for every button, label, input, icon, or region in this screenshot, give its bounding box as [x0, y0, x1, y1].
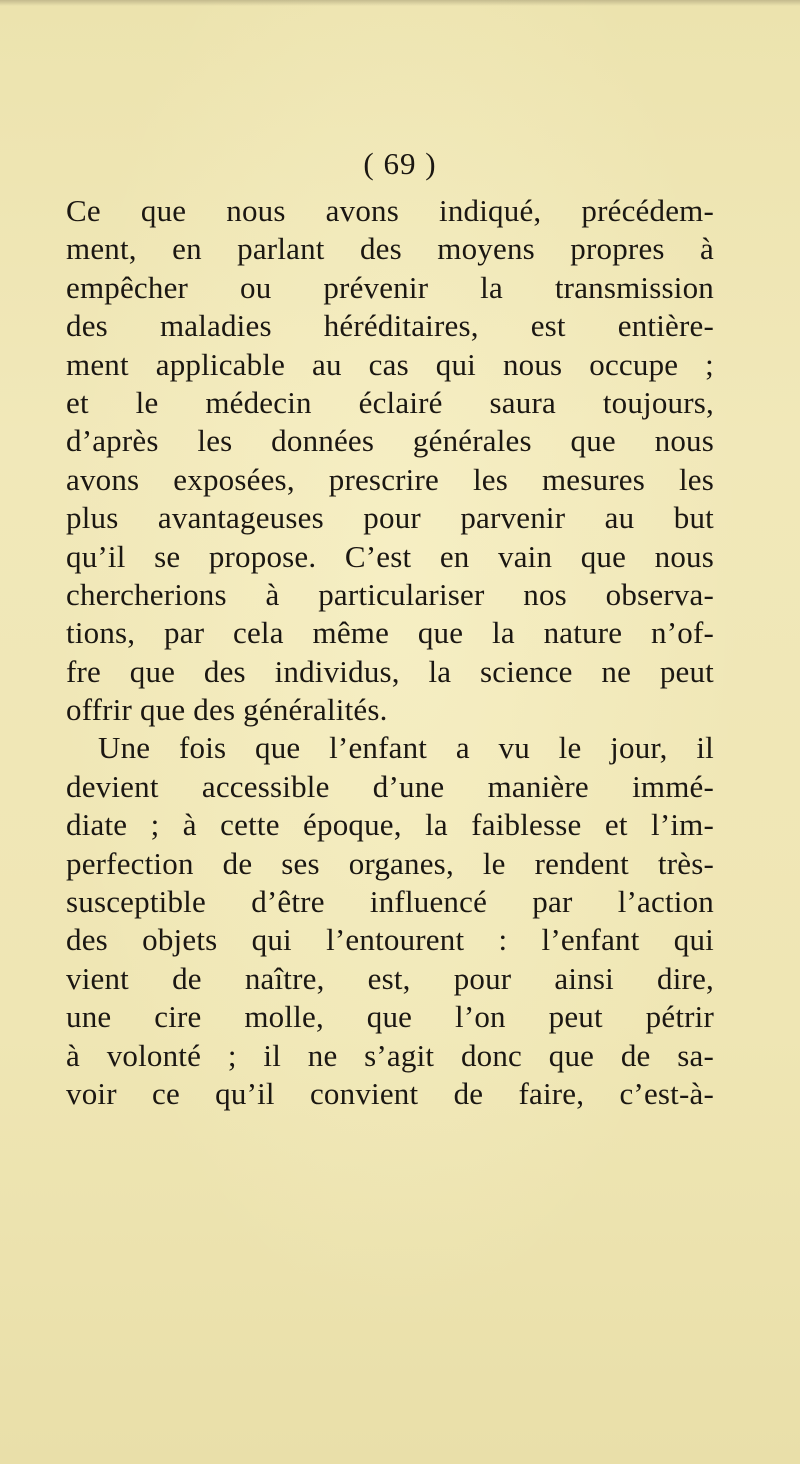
text-line: qu’il se propose. C’est en vain que nous [66, 538, 714, 574]
text-line: devient accessible d’une manière immé- [66, 768, 714, 804]
text-line: ment, en parlant des moyens propres à [66, 231, 714, 267]
text-line: empêcher ou prévenir la transmission [66, 269, 714, 305]
body-text [66, 192, 714, 1113]
text-line: tions, par cela même que la nature n’of- [66, 615, 714, 651]
page-top-edge [0, 0, 800, 6]
text-line: d’après les données générales que nous [66, 423, 714, 459]
page-number: ( 69 ) [363, 146, 437, 181]
text-line: à volonté ; il ne s’agit donc que de sa- [66, 1037, 714, 1073]
text-line: une cire molle, que l’on peut pétrir [66, 999, 714, 1035]
text-line: avons exposées, prescrire les mesures les [66, 461, 714, 497]
text-line: perfection de ses organes, le rendent très- [66, 845, 714, 881]
text-line: diate ; à cette époque, la faiblesse et l’im- [66, 807, 714, 843]
text-line: voir ce qu’il convient de faire, c’est-à- [66, 1075, 714, 1111]
text-line-paragraph-end: offrir que des généralités. [66, 692, 388, 728]
text-line: des objets qui l’entourent : l’enfant qui [66, 922, 714, 958]
text-line: ment applicable au cas qui nous occupe ; [66, 346, 714, 382]
text-line: susceptible d’être influencé par l’action [66, 884, 714, 920]
text-line-paragraph-start: Une fois que l’enfant a vu le jour, il [98, 730, 714, 766]
text-line: plus avantageuses pour parvenir au but [66, 500, 714, 536]
text-line: vient de naître, est, pour ainsi dire, [66, 960, 714, 996]
text-line: Ce que nous avons indiqué, précédem- [66, 193, 714, 228]
text-line: et le médecin éclairé saura toujours, [66, 384, 714, 420]
text-line: fre que des individus, la science ne peut [66, 653, 714, 689]
text-line: chercherions à particulariser nos observa- [66, 576, 714, 612]
text-line: des maladies héréditaires, est entière- [66, 308, 714, 344]
